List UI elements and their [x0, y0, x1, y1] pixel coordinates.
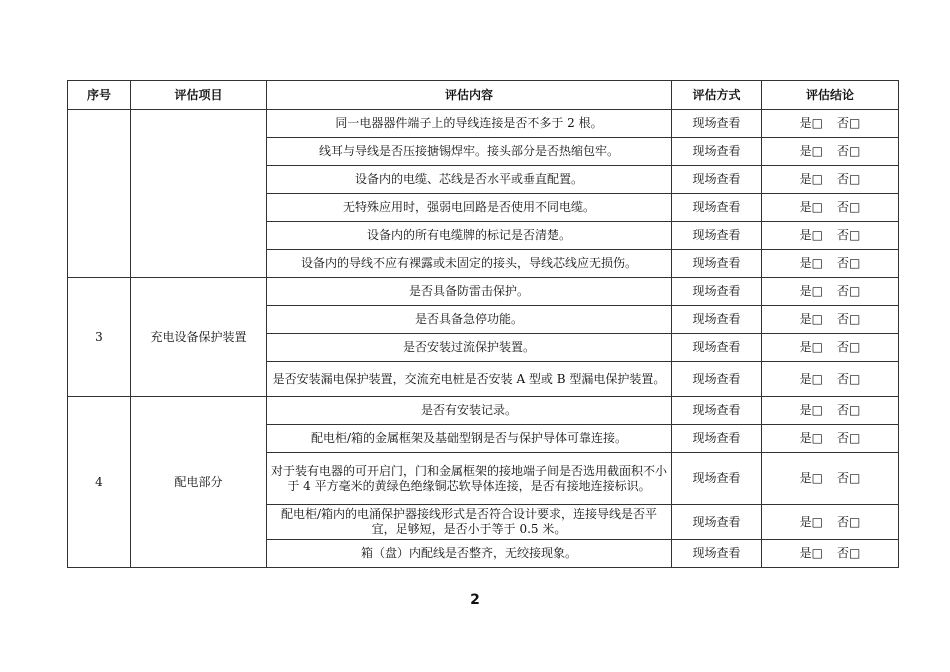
yes-checkbox[interactable]: 是□ — [799, 371, 823, 386]
row-result — [762, 166, 899, 194]
header-result: 评估结论 — [762, 81, 899, 110]
row-content: 箱（盘）内配线是否整齐，无绞接现象。 — [267, 540, 672, 568]
group-item: 配电部分 — [131, 397, 267, 568]
row-content: 配电柜/箱的金属框架及基础型钢是否与保护导体可靠连接。 — [267, 425, 672, 453]
no-checkbox[interactable]: 否□ — [837, 116, 861, 130]
row-result — [762, 110, 899, 138]
row-method: 现场查看 — [672, 194, 762, 222]
row-method: 现场查看 — [672, 306, 762, 334]
no-checkbox[interactable]: 否□ — [837, 172, 861, 186]
row-method: 现场查看 — [672, 453, 762, 505]
yes-checkbox[interactable]: 是□ — [799, 172, 823, 186]
yes-checkbox[interactable]: 是□ — [799, 514, 823, 529]
header-item: 评估项目 — [131, 81, 267, 110]
row-method: 现场查看 — [672, 334, 762, 362]
group-item — [131, 110, 267, 278]
row-content: 是否安装过流保护装置。 — [267, 334, 672, 362]
row-method: 现场查看 — [672, 110, 762, 138]
table-row — [68, 110, 899, 138]
row-result — [762, 397, 899, 425]
row-content: 设备内的所有电缆牌的标记是否清楚。 — [267, 222, 672, 250]
row-method: 现场查看 — [672, 425, 762, 453]
row-content: 设备内的电缆、芯线是否水平或垂直配置。 — [267, 166, 672, 194]
no-checkbox[interactable]: 否□ — [837, 431, 861, 445]
yes-checkbox[interactable]: 是□ — [799, 312, 823, 326]
yes-checkbox[interactable]: 是□ — [799, 228, 823, 242]
yes-checkbox[interactable]: 是□ — [799, 546, 823, 560]
group-seq: 4 — [68, 397, 131, 568]
row-result — [762, 138, 899, 166]
yes-checkbox[interactable]: 是□ — [799, 431, 823, 445]
row-method: 现场查看 — [672, 362, 762, 397]
yes-checkbox[interactable]: 是□ — [799, 116, 823, 130]
group-seq — [68, 110, 131, 278]
no-checkbox[interactable]: 否□ — [837, 403, 861, 417]
row-method: 现场查看 — [672, 397, 762, 425]
row-content: 是否具备防雷击保护。 — [267, 278, 672, 306]
no-checkbox[interactable]: 否□ — [837, 256, 861, 270]
yes-checkbox[interactable]: 是□ — [799, 256, 823, 270]
no-checkbox[interactable]: 否□ — [837, 514, 861, 529]
no-checkbox[interactable]: 否□ — [837, 228, 861, 242]
yes-checkbox[interactable]: 是□ — [799, 340, 823, 354]
row-result — [762, 194, 899, 222]
header-content: 评估内容 — [267, 81, 672, 110]
yes-checkbox[interactable]: 是□ — [799, 200, 823, 214]
group-seq: 3 — [68, 278, 131, 397]
no-checkbox[interactable]: 否□ — [837, 546, 861, 560]
row-content: 线耳与导线是否压接搪锡焊牢。接头部分是否热缩包牢。 — [267, 138, 672, 166]
no-checkbox[interactable]: 否□ — [837, 200, 861, 214]
row-method: 现场查看 — [672, 278, 762, 306]
yes-checkbox[interactable]: 是□ — [799, 403, 823, 417]
row-content: 配电柜/箱内的电涌保护器接线形式是否符合设计要求，连接导线是否平宜，足够短，是否小于等于 0.5 米。 — [267, 505, 672, 540]
row-result — [762, 505, 899, 540]
row-result — [762, 306, 899, 334]
row-content: 是否安装漏电保护装置，交流充电桩是否安装 A 型或 B 型漏电保护装置。 — [267, 362, 672, 397]
row-result — [762, 278, 899, 306]
table-header-row — [68, 81, 899, 110]
no-checkbox[interactable]: 否□ — [837, 371, 861, 386]
assessment-table — [67, 80, 899, 568]
row-result — [762, 453, 899, 505]
page-number: 2 — [470, 592, 480, 608]
yes-checkbox[interactable]: 是□ — [799, 144, 823, 158]
row-content: 是否具备急停功能。 — [267, 306, 672, 334]
no-checkbox[interactable]: 否□ — [837, 284, 861, 298]
row-content: 无特殊应用时，强弱电回路是否使用不同电缆。 — [267, 194, 672, 222]
row-method: 现场查看 — [672, 222, 762, 250]
no-checkbox[interactable]: 否□ — [837, 144, 861, 158]
row-result — [762, 250, 899, 278]
row-result — [762, 362, 899, 397]
row-content: 是否有安装记录。 — [267, 397, 672, 425]
yes-checkbox[interactable]: 是□ — [799, 284, 823, 298]
row-method: 现场查看 — [672, 138, 762, 166]
row-content: 对于装有电器的可开启门，门和金属框架的接地端子间是否选用截面积不小于 4 平方毫米的黄绿色绝缘铜芯软导体连接，是否有接地连接标识。 — [267, 453, 672, 505]
group-item: 充电设备保护装置 — [131, 278, 267, 397]
row-method: 现场查看 — [672, 250, 762, 278]
row-method: 现场查看 — [672, 166, 762, 194]
row-result — [762, 222, 899, 250]
yes-checkbox[interactable]: 是□ — [799, 471, 823, 485]
no-checkbox[interactable]: 否□ — [837, 312, 861, 326]
row-result — [762, 540, 899, 568]
row-method: 现场查看 — [672, 540, 762, 568]
no-checkbox[interactable]: 否□ — [837, 340, 861, 354]
row-method: 现场查看 — [672, 505, 762, 540]
row-result — [762, 334, 899, 362]
no-checkbox[interactable]: 否□ — [837, 471, 861, 485]
table-row — [68, 397, 899, 425]
row-content: 同一电器器件端子上的导线连接是否不多于 2 根。 — [267, 110, 672, 138]
table-row — [68, 278, 899, 306]
header-seq: 序号 — [68, 81, 131, 110]
row-result — [762, 425, 899, 453]
row-content: 设备内的导线不应有裸露或未固定的接头，导线芯线应无损伤。 — [267, 250, 672, 278]
header-method: 评估方式 — [672, 81, 762, 110]
